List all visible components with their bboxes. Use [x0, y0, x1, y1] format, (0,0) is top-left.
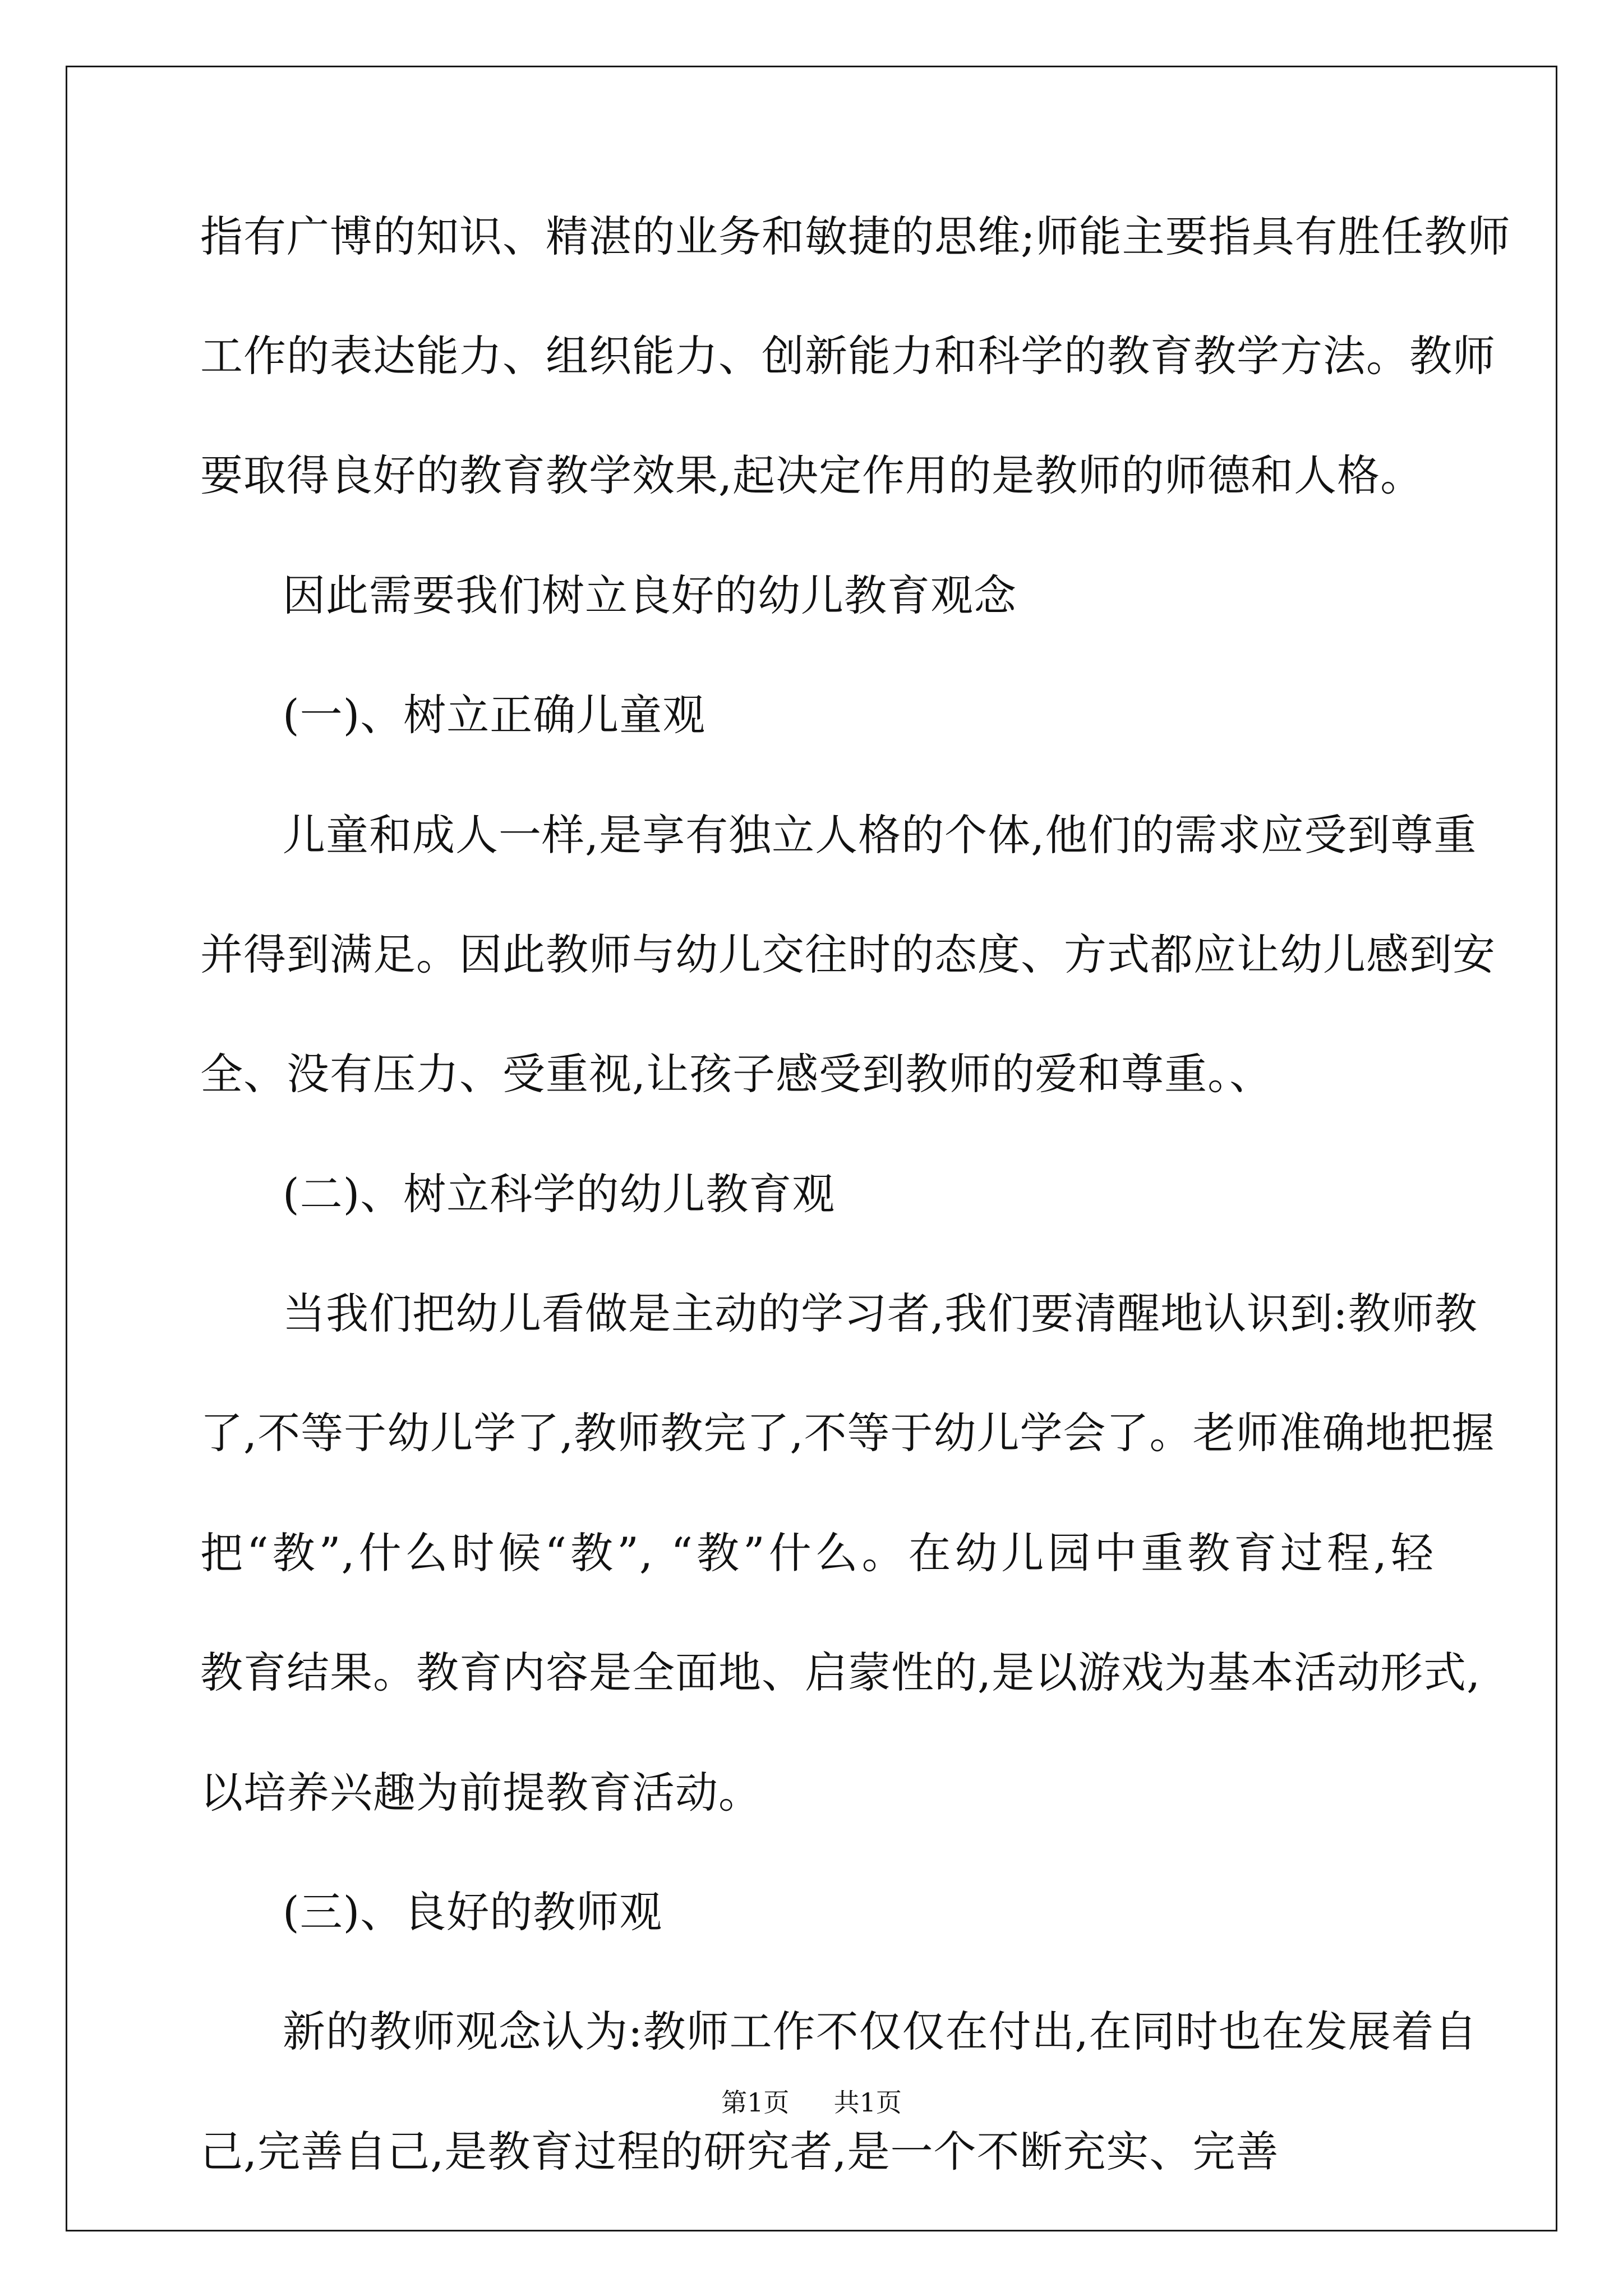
text-line: 儿童和成人一样,是享有独立人格的个体,他们的需求应受到尊重: [283, 810, 1477, 860]
text-line: 新的教师观念认为:教师工作不仅仅在付出,在同时也在发展着自: [283, 2007, 1478, 2056]
text-line: 并得到满足。因此教师与幼儿交往时的态度、方式都应让幼儿感到安: [200, 930, 1496, 979]
page-total: 共1页: [833, 2087, 902, 2118]
text-line: 了,不等于幼儿学了,教师教完了,不等于幼儿学会了。老师准确地把握: [200, 1408, 1495, 1458]
page-number: 第1页: [721, 2087, 790, 2118]
section-heading: (二)、树立科学的幼儿教育观: [283, 1169, 836, 1219]
section-heading: (一)、树立正确儿童观: [283, 690, 706, 740]
text-line: 全、没有压力、受重视,让孩子感受到教师的爱和尊重。、: [200, 1049, 1273, 1099]
text-line: 己,完善自己,是教育过程的研究者,是一个不断充实、完善: [200, 2127, 1279, 2177]
page-footer: [0, 2086, 1623, 2119]
paragraph-heading: 因此需要我们树立良好的幼儿教育观念: [283, 570, 1017, 620]
text-line: 把“教”,什么时候“教”, “教”什么。在幼儿园中重教育过程,轻: [200, 1528, 1434, 1578]
text-line: 工作的表达能力、组织能力、创新能力和科学的教育教学方法。教师: [200, 331, 1496, 381]
text-line: 指有广博的知识、精湛的业务和敏捷的思维;师能主要指具有胜任教师: [200, 211, 1511, 261]
text-line: 以培养兴趣为前提教育活动。: [200, 1768, 762, 1818]
section-heading: (三)、良好的教师观: [283, 1887, 663, 1937]
text-line: 当我们把幼儿看做是主动的学习者,我们要清醒地认识到:教师教: [283, 1289, 1478, 1338]
text-line: 教育结果。教育内容是全面地、启蒙性的,是以游戏为基本活动形式,: [200, 1648, 1481, 1697]
text-line: 要取得良好的教育教学效果,起决定作用的是教师的师德和人格。: [200, 450, 1424, 500]
